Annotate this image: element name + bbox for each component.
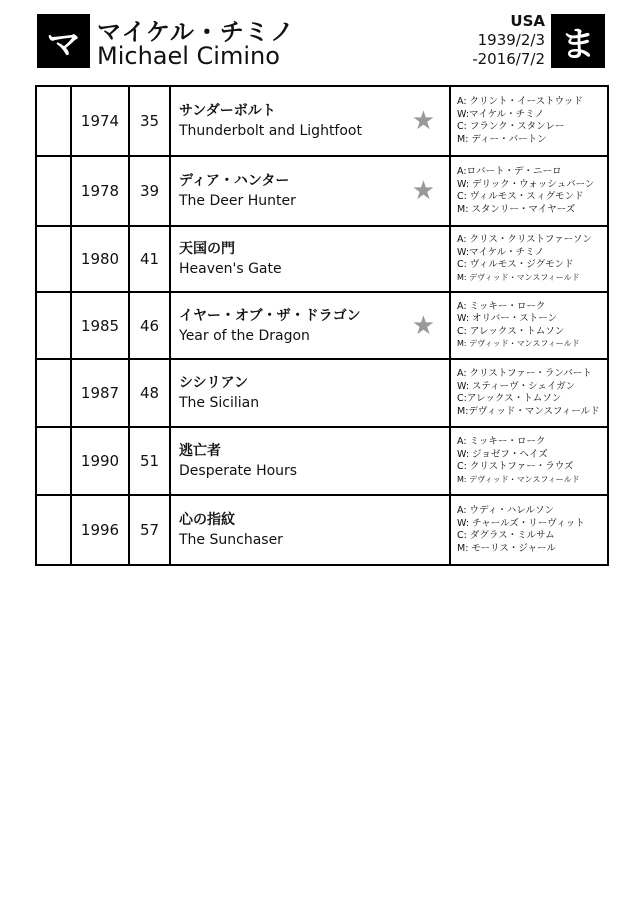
film-title-cell <box>170 427 450 495</box>
credit-line: A: ミッキー・ローク <box>457 300 546 312</box>
birth-date: 1939/2/3 <box>477 31 545 49</box>
film-title-cell <box>170 292 450 359</box>
release-year: 1987 <box>71 359 129 427</box>
director-age: 51 <box>129 427 170 495</box>
blank-cell <box>36 226 71 292</box>
film-title-japanese: サンダーボルト <box>179 103 276 119</box>
credit-line: M:デヴィッド・マンスフィールド <box>457 405 600 417</box>
credit-line: A: ウディ・ハレルソン <box>457 505 555 516</box>
credits-cell <box>450 156 608 226</box>
director-age: 48 <box>129 359 170 427</box>
film-row <box>36 226 608 292</box>
filmography-table <box>35 85 609 566</box>
index-kana-badge-right: ま <box>551 14 605 68</box>
credit-line: C: クリストファー・ラウズ <box>457 461 574 472</box>
credit-line: C: フランク・スタンレー <box>457 121 565 132</box>
film-title-japanese: シシリアン <box>179 375 249 391</box>
director-name-japanese: マイケル・チミノ <box>97 18 295 46</box>
film-title-english: The Sicilian <box>179 395 260 411</box>
credit-line: C: ヴィルモス・ジグモンド <box>457 259 574 270</box>
index-kana-badge-left: マ <box>37 14 90 68</box>
film-title-cell <box>170 86 450 156</box>
credit-line: C:アレックス・トムソン <box>457 393 562 404</box>
film-title-cell <box>170 359 450 427</box>
film-row <box>36 495 608 565</box>
credit-line: A: クリストファー・ランバート <box>457 368 592 379</box>
credits-cell <box>450 226 608 292</box>
star-icon: ★ <box>411 106 435 136</box>
credit-line: M: デヴィッド・マンスフィールド <box>457 474 580 484</box>
film-title-english: The Deer Hunter <box>179 193 296 209</box>
credit-line: M: デヴィッド・マンスフィールド <box>457 339 580 348</box>
star-icon: ★ <box>411 310 435 341</box>
film-title-japanese: ディア・ハンター <box>179 173 290 189</box>
film-title-english: Heaven's Gate <box>179 261 282 277</box>
film-row <box>36 359 608 427</box>
film-title-english: The Sunchaser <box>179 532 283 548</box>
release-year: 1985 <box>71 292 129 359</box>
credit-line: W: スティーヴ・シェイガン <box>457 380 576 392</box>
release-year: 1996 <box>71 495 129 565</box>
blank-cell <box>36 427 71 495</box>
credits-cell <box>450 292 608 359</box>
star-icon: ★ <box>411 176 435 206</box>
director-age: 35 <box>129 86 170 156</box>
director-age: 41 <box>129 226 170 292</box>
credit-line: W: チャールズ・リーヴィット <box>457 517 585 529</box>
release-year: 1980 <box>71 226 129 292</box>
credit-line: A: クリス・クリストファーソン <box>457 234 592 245</box>
film-row <box>36 292 608 359</box>
release-year: 1990 <box>71 427 129 495</box>
blank-cell <box>36 86 71 156</box>
film-title-japanese: 天国の門 <box>179 241 235 257</box>
film-title-english: Thunderbolt and Lightfoot <box>179 123 362 139</box>
credit-line: W:マイケル・チミノ <box>457 108 545 120</box>
film-row <box>36 156 608 226</box>
director-name-english: Michael Cimino <box>97 42 280 70</box>
credit-line: W:マイケル・チミノ <box>457 246 545 258</box>
director-age: 46 <box>129 292 170 359</box>
credit-line: M: デヴィッド・マンスフィールド <box>457 272 580 282</box>
release-year: 1978 <box>71 156 129 226</box>
film-title-cell <box>170 156 450 226</box>
credit-line: A: クリント・イーストウッド <box>457 96 583 107</box>
release-year: 1974 <box>71 86 129 156</box>
blank-cell <box>36 495 71 565</box>
credit-line: W: オリバー・ストーン <box>457 313 558 324</box>
director-age: 39 <box>129 156 170 226</box>
credit-line: A: ミッキー・ローク <box>457 436 546 447</box>
film-title-cell <box>170 495 450 565</box>
credit-line: M: ディー・バートン <box>457 133 547 145</box>
blank-cell <box>36 359 71 427</box>
country: USA <box>510 12 545 30</box>
film-row <box>36 427 608 495</box>
director-age: 57 <box>129 495 170 565</box>
credit-line: C: アレックス・トムソン <box>457 325 565 337</box>
credits-cell <box>450 359 608 427</box>
credit-line: W: デリック・ウォッシュバーン <box>457 178 595 190</box>
credit-line: W: ジョゼフ・ヘイズ <box>457 448 548 460</box>
director-bio <box>472 12 545 69</box>
credit-line: A:ロバート・デ・ニーロ <box>457 166 562 177</box>
credit-line: M: モーリス・ジャール <box>457 542 556 554</box>
film-row <box>36 86 608 156</box>
credits-cell <box>450 86 608 156</box>
credits-cell <box>450 427 608 495</box>
blank-cell <box>36 156 71 226</box>
film-title-english: Year of the Dragon <box>179 327 310 344</box>
film-title-japanese: イヤー・オブ・ザ・ドラゴン <box>179 307 361 324</box>
film-title-japanese: 心の指紋 <box>179 512 235 528</box>
credit-line: C: ヴィルモス・スィグモンド <box>457 191 584 202</box>
film-title-cell <box>170 226 450 292</box>
film-title-english: Desperate Hours <box>179 463 298 479</box>
film-title-japanese: 逃亡者 <box>179 443 221 459</box>
credit-line: C: ダグラス・ミルサム <box>457 530 555 541</box>
credits-cell <box>450 495 608 565</box>
death-date: -2016/7/2 <box>472 50 545 68</box>
credit-line: M: スタンリー・マイヤーズ <box>457 203 576 215</box>
blank-cell <box>36 292 71 359</box>
